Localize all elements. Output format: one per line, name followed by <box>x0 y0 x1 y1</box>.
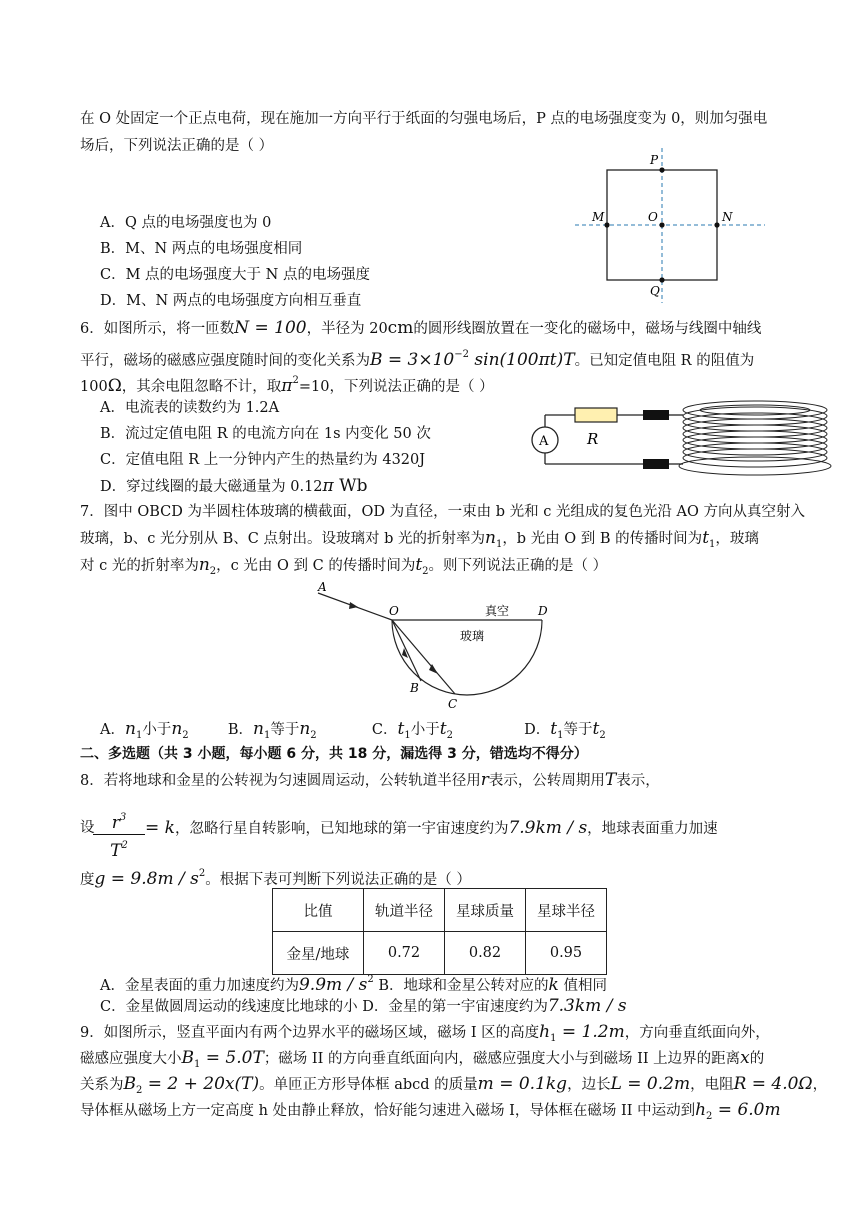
q5-square-figure <box>570 148 770 303</box>
q7-semicircle-figure <box>310 578 560 713</box>
q9-line1: 9．如图所示，竖直平面内有两个边界水平的磁场区域，磁场 I 区的高度$h_1 = 1.2m$，方向垂直纸面向外， <box>80 1022 770 1044</box>
label-o: O <box>389 604 399 618</box>
table-cell: 0.95 <box>526 932 607 975</box>
q9-line3: 关系为$B_2 = 2 + 20x(T)$。单匝正方形导体框 abcd 的质量m = 0.1kg，边长L = 0.2m，电阻R = 4.0Ω， <box>80 1074 828 1096</box>
q6-line2: 平行，磁场的磁感应强度随时间的变化关系为$B = 3\times 10^{-2}$ sin(100πt)T。已知定值电阻 R 的阻值为 <box>80 349 755 370</box>
table-cell: 金星/地球 <box>273 932 364 975</box>
q9-line2: 磁感应强度大小$B_1 = 5.0T$；磁场 II 的方向垂直纸面向内，磁感应强度大小与到磁场 II 上边界的距离x的 <box>80 1048 765 1070</box>
q7-line2: 玻璃，b、c 光分别从 B、C 点射出。设玻璃对 b 光的折射率为$n_1$，b 光由 O 到 B 的传播时间为$t_1$，玻璃 <box>80 528 759 550</box>
label-a: A <box>318 580 327 594</box>
q8-line1: 8．若将地球和金星的公转视为匀速圆周运动，公转轨道半径用r表示，公转周期用T表示， <box>80 770 660 790</box>
q6-option-b: B．流过定值电阻 R 的电流方向在 1s 内变化 50 次 <box>100 426 431 442</box>
q6-circuit-figure <box>525 400 835 480</box>
table-header: 轨道半径 <box>364 889 445 932</box>
q5-option-c: C．M 点的电场强度大于 N 点的电场强度 <box>100 267 370 283</box>
q8-line2: = k，忽略行星自转影响，已知地球的第一宇宙速度约为7.9km / s，地球表面重力加速 <box>145 818 718 838</box>
q7-line3: 对 c 光的折射率为$n_2$，c 光由 O 到 C 的传播时间为$t_2$。则下列说法正确的是（ ） <box>80 555 608 577</box>
section-heading: 二、多选题（共 3 小题，每小题 6 分，共 18 分，漏选得 3 分，错选均不得分） <box>80 746 588 762</box>
q6-option-c: C．定值电阻 R 上一分钟内产生的热量约为 4320J <box>100 452 426 468</box>
label-o: O <box>648 210 658 224</box>
label-b: B <box>410 681 419 695</box>
q7-line1: 7．图中 OBCD 为半圆柱体玻璃的横截面，OD 为直径，一束由 b 光和 c 光组成的复色光沿 AO 方向从真空射入 <box>80 504 806 520</box>
q8-fraction: $\frac{r^3}{T^2}$ <box>93 807 145 862</box>
label-m: M <box>592 210 605 224</box>
label-vacuum: 真空 <box>485 604 510 618</box>
table-row <box>273 932 607 975</box>
q8-option-cd: C．金星做圆周运动的线速度比地球的小 D．金星的第一宇宙速度约为7.3km / s <box>100 996 627 1016</box>
q5-option-d: D．M、N 两点的电场强度方向相互垂直 <box>100 293 362 309</box>
q5-line2: 场后，下列说法正确的是（ ） <box>80 138 274 154</box>
q9-line4: 导体框从磁场上方一定高度 h 处由静止释放，恰好能匀速进入磁场 I，导体框在磁场 II 中运动到$h_2 = 6.0m$ <box>80 1100 781 1122</box>
table-header: 星球质量 <box>445 889 526 932</box>
q6-option-d: D．穿过线圈的最大磁通量为 0.12π Wb <box>100 476 368 496</box>
q5-line1: 在 O 处固定一个正点电荷，现在施加一方向平行于纸面的匀强电场后，P 点的电场强度变为 0，则加匀强电 <box>80 111 768 127</box>
q5-option-b: B．M、N 两点的电场强度相同 <box>100 241 303 257</box>
q8-she: 设 <box>80 820 95 836</box>
q6-line3: 100Ω，其余电阻忽略不计，取$\pi^2=10$，下列说法正确的是（ ） <box>80 375 494 396</box>
ammeter-label: A <box>539 434 549 449</box>
table-cell: 0.72 <box>364 932 445 975</box>
table-header-row <box>273 889 607 932</box>
q8-line3: 度$g = 9.8m / s^2$。根据下表可判断下列说法正确的是（ ） <box>80 868 471 889</box>
q6-line1: 6．如图所示，将一匝数N = 100，半径为 20cm的圆形线圈放置在一变化的磁场中，磁场与线圈中轴线 <box>80 318 762 338</box>
label-p: P <box>650 153 659 167</box>
q5-option-a: A．Q 点的电场强度也为 0 <box>100 215 272 231</box>
label-glass: 玻璃 <box>460 629 485 643</box>
label-d: D <box>538 604 548 618</box>
label-q: Q <box>650 284 660 298</box>
table-header: 星球半径 <box>526 889 607 932</box>
ratio-table <box>272 888 607 975</box>
label-n: N <box>722 210 733 224</box>
table-cell: 0.82 <box>445 932 526 975</box>
q8-option-ab: A．金星表面的重力加速度约为$9.9m / s^2$ B．地球和金星公转对应的k 值相同 <box>100 974 607 995</box>
q6-option-a: A．电流表的读数约为 1.2A <box>100 400 280 416</box>
q7-options: A．$n_1$小于$n_2$ B．$n_1$等于$n_2$ C．$t_1$小于$t_2$ D．$t_1$等于$t_2$ <box>100 719 606 741</box>
resistor-label: R <box>587 430 599 448</box>
label-c: C <box>448 697 458 711</box>
table-header: 比值 <box>273 889 364 932</box>
